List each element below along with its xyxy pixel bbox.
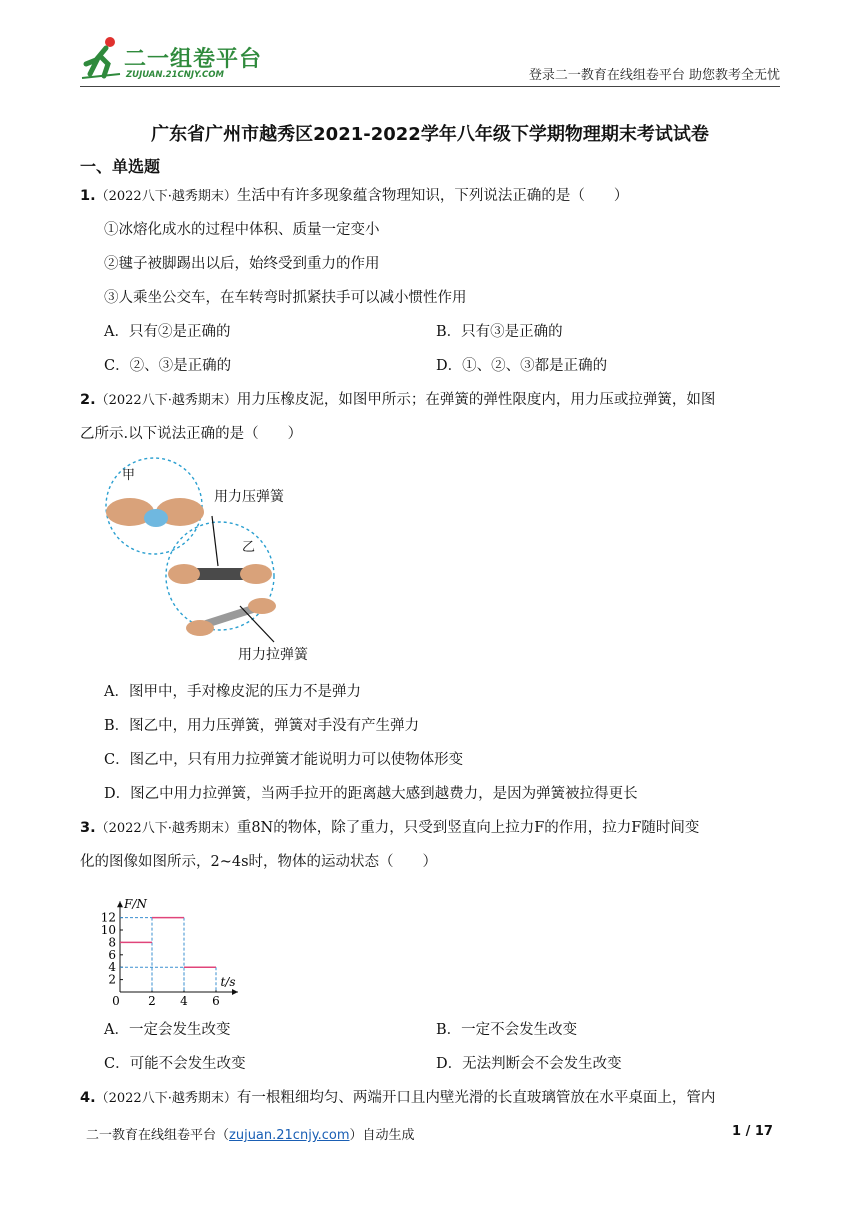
label-yi: 乙	[242, 540, 256, 555]
logo-subtext: ZUJUAN.21CNJY.COM	[126, 70, 224, 80]
question-text: 用力压橡皮泥，如图甲所示；在弹簧的弹性限度内，用力压或拉弹簧，如图	[236, 392, 716, 408]
option-b[interactable]: B．图乙中，用力压弹簧，弹簧对手没有产生弹力	[104, 718, 420, 734]
y-tick-label: 8	[108, 935, 116, 950]
question-number: 3.	[80, 820, 96, 836]
statement-item: ③人乘坐公交车，在车转弯时抓紧扶手可以减小惯性作用	[104, 290, 467, 306]
label-jia: 甲	[122, 468, 136, 483]
question-4-stem	[80, 1086, 715, 1107]
header-slogan: 登录二一教育在线组卷平台 助您教考全无忧	[528, 68, 780, 83]
option-d[interactable]: D．无法判断会不会发生改变	[436, 1056, 622, 1072]
footer-text: ）自动生成	[349, 1128, 415, 1143]
logo-text: 二一组卷平台	[124, 47, 263, 72]
page-footer	[86, 1124, 415, 1143]
question-text-continued: 化的图像如图所示，2~4s时，物体的运动状态（ ）	[80, 854, 438, 870]
y-tick-label: 6	[108, 947, 116, 962]
x-axis-label: t/s	[220, 975, 236, 989]
option-a[interactable]: A．一定会发生改变	[104, 1022, 231, 1038]
x-tick-label: 6	[212, 994, 220, 1008]
header-divider	[80, 86, 780, 87]
section-heading: 一、单选题	[80, 157, 161, 176]
y-axis-arrow	[117, 901, 123, 907]
option-c[interactable]: C．可能不会发生改变	[104, 1056, 246, 1072]
exam-title: 广东省广州市越秀区2021-2022学年八年级下学期物理期末考试试卷	[151, 124, 709, 145]
question-source: （2022八下·越秀期末）	[95, 189, 237, 204]
question-1-stem	[80, 184, 628, 205]
site-logo[interactable]	[80, 34, 280, 84]
question-text-continued: 乙所示.以下说法正确的是（ ）	[80, 426, 303, 442]
statement-item: ②毽子被脚踢出以后，始终受到重力的作用	[104, 256, 380, 272]
spring-figure	[100, 456, 340, 668]
option-c[interactable]: C．②、③是正确的	[104, 358, 232, 374]
y-tick-label: 2	[108, 972, 116, 987]
option-c[interactable]: C．图乙中，只有用力拉弹簧才能说明力可以使物体形变	[104, 752, 464, 768]
label-press-spring: 用力压弹簧	[214, 489, 284, 505]
x-tick-label: 4	[180, 994, 188, 1008]
question-text: 重8N的物体，除了重力，只受到竖直向上拉力F的作用，拉力F随时间变	[236, 820, 700, 836]
question-2-stem	[80, 388, 715, 409]
x-axis-arrow	[232, 989, 238, 995]
page-header	[80, 30, 780, 86]
y-tick-label: 4	[108, 960, 116, 975]
y-axis-label: F/N	[124, 897, 147, 912]
question-number: 2.	[80, 392, 96, 408]
question-source: （2022八下·越秀期末）	[95, 1091, 237, 1106]
force-time-chart	[100, 876, 254, 1008]
option-d[interactable]: D．①、②、③都是正确的	[436, 358, 608, 374]
question-number: 4.	[80, 1090, 96, 1106]
question-3-stem	[80, 816, 699, 837]
question-number: 1.	[80, 188, 96, 204]
option-d[interactable]: D．图乙中用力拉弹簧，当两手拉开的距离越大感到越费力，是因为弹簧被拉得更长	[104, 786, 638, 802]
y-tick-label: 10	[100, 923, 116, 937]
x-tick-label: 2	[148, 994, 156, 1008]
runner-icon	[80, 34, 124, 80]
question-text: 有一根粗细均匀、两端开口且内壁光滑的长直玻璃管放在水平桌面上，管内	[236, 1090, 716, 1106]
statement-item: ①冰熔化成水的过程中体积、质量一定变小	[104, 222, 380, 238]
footer-text: 二一教育在线组卷平台（	[86, 1128, 230, 1143]
question-source: （2022八下·越秀期末）	[95, 821, 237, 836]
option-b[interactable]: B．只有③是正确的	[436, 324, 563, 340]
option-a[interactable]: A．只有②是正确的	[104, 324, 231, 340]
label-pull-spring: 用力拉弹簧	[238, 647, 308, 663]
page-number: 1 / 17	[732, 1124, 773, 1139]
option-b[interactable]: B．一定不会发生改变	[436, 1022, 578, 1038]
question-text: 生活中有许多现象蕴含物理知识，下列说法正确的是（ ）	[236, 188, 629, 204]
footer-link[interactable]: zujuan.21cnjy.com	[229, 1128, 350, 1143]
x-tick-label: 0	[112, 994, 120, 1008]
option-a[interactable]: A．图甲中，手对橡皮泥的压力不是弹力	[104, 684, 361, 700]
question-source: （2022八下·越秀期末）	[95, 393, 237, 408]
y-tick-label: 12	[100, 910, 116, 925]
